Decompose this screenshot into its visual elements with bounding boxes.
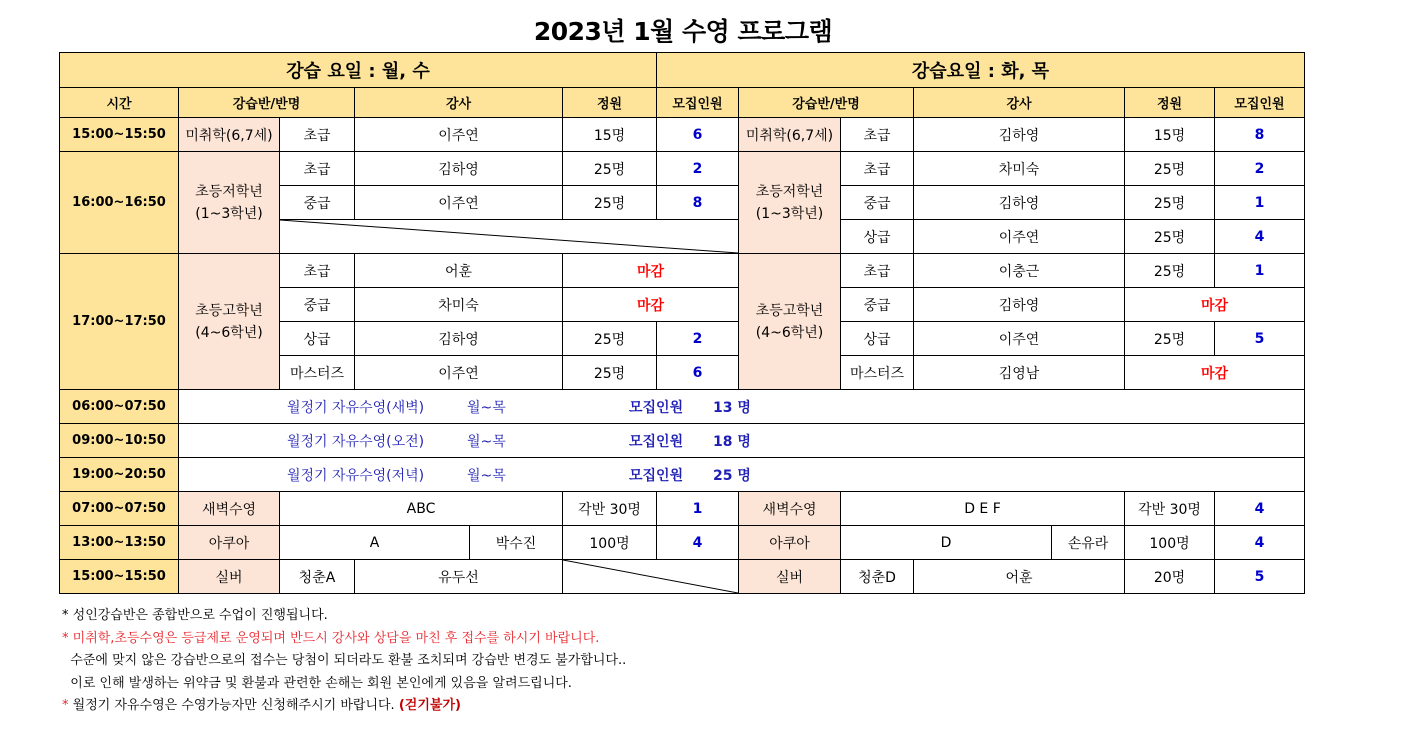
closed-cell: 마감 [1125,356,1305,390]
recruit-header-left: 모집인원 [657,88,739,118]
recruit-cell: 8 [657,186,739,220]
teacher-cell: ABC [280,492,563,526]
note-line: * 미취학,초등수영은 등급제로 운영되며 반드시 강사와 상담을 마친 후 접수를 하시기 바랍니다. [62,630,600,646]
teacher-cell: 차미숙 [355,288,563,322]
teacher-cell: 이충근 [914,254,1125,288]
capacity-cell: 각반 30명 [1125,492,1215,526]
recruit-cell: 2 [657,322,739,356]
level-cell: 초급 [841,254,914,288]
note-text: 성인강습반은 종합반으로 수업이 진행됩니다. [68,608,328,623]
level-cell: 중급 [841,288,914,322]
adult-class-cell: 새벽수영 [179,492,280,526]
notes-section [62,605,626,718]
level-cell: 초급 [841,152,914,186]
recruit-cell: 5 [1215,322,1305,356]
note-emphasis: (걷기불가) [398,698,461,713]
note-star: * [62,698,69,713]
group-cell: 초등저학년 (1~3학년) [179,152,280,254]
capacity-cell: 25명 [1125,254,1215,288]
note-line: 수준에 맞지 않은 강습반으로의 접수는 당첨이 되더라도 환불 조치되며 강습반 변경도 불가합니다.. [62,653,627,668]
recruit-cell: 4 [657,526,739,560]
free-swim-count: 25 명 [713,467,751,484]
free-swim-days: 월~목 [467,467,506,484]
teacher-cell: 이주연 [355,186,563,220]
group-cell: 초등저학년 (1~3학년) [739,152,841,254]
free-swim-days: 월~목 [467,399,506,416]
recruit-cell: 4 [1215,220,1305,254]
note-line: 이로 인해 발생하는 위약금 및 환불과 관련한 손해는 회원 본인에게 있음을 알려드립니다. [62,675,572,691]
capacity-cell: 25명 [1125,186,1215,220]
teacher-cell: 이주연 [914,220,1125,254]
level-cell: 중급 [280,288,355,322]
teacher-cell: 김하영 [914,186,1125,220]
free-swim-name: 월정기 자유수영(오전) [287,433,425,450]
free-swim-label: 모집인원 [629,399,684,416]
free-swim-count: 13 명 [713,399,751,416]
capacity-cell: 25명 [563,152,657,186]
teacher-cell: 이주연 [355,356,563,390]
closed-cell: 마감 [563,288,739,322]
teacher-cell: 어훈 [914,560,1125,594]
diagonal-line [563,560,738,593]
capacity-cell: 25명 [563,356,657,390]
teacher-cell: 김하영 [914,288,1125,322]
teacher-cell: 김하영 [355,322,563,356]
level-cell: 상급 [841,322,914,356]
free-swim-label: 모집인원 [629,433,684,450]
time-cell: 15:00~15:50 [60,560,179,594]
note-line [62,695,626,718]
recruit-header-right: 모집인원 [1215,88,1305,118]
days-left-header: 강습 요일 : 월, 수 [60,53,657,88]
diagonal-line [280,220,738,253]
free-swim-label: 모집인원 [629,467,684,484]
time-cell: 09:00~10:50 [60,424,179,458]
teacher-cell: 손유라 [1052,526,1125,560]
empty-diagonal-cell [563,560,739,594]
closed-cell: 마감 [563,254,739,288]
teacher-cell: D E F [841,492,1125,526]
group-cell: 초등고학년 (4~6학년) [179,254,280,390]
teacher-cell: 어훈 [355,254,563,288]
recruit-cell: 6 [657,118,739,152]
class-name-cell: A [280,526,470,560]
level-cell: 마스터즈 [280,356,355,390]
teacher-cell: 유두선 [355,560,563,594]
level-cell: 상급 [280,322,355,356]
adult-class-cell: 새벽수영 [739,492,841,526]
free-swim-name: 월정기 자유수영(저녁) [287,467,425,484]
class-name-cell: D [841,526,1052,560]
free-swim-count: 18 명 [713,433,751,450]
class-name-cell: 청춘A [280,560,355,594]
recruit-cell: 2 [1215,152,1305,186]
adult-class-cell: 아쿠아 [739,526,841,560]
capacity-cell: 15명 [1125,118,1215,152]
capacity-cell: 25명 [1125,152,1215,186]
teacher-cell: 이주연 [355,118,563,152]
recruit-cell: 6 [657,356,739,390]
recruit-cell: 4 [1215,526,1305,560]
time-cell: 13:00~13:50 [60,526,179,560]
days-right-header: 강습요일 : 화, 목 [657,53,1305,88]
recruit-cell: 8 [1215,118,1305,152]
time-cell: 07:00~07:50 [60,492,179,526]
note-text: 월정기 자유수영은 수영가능자만 신청해주시기 바랍니다. [68,698,399,713]
group-cell: 초등고학년 (4~6학년) [739,254,841,390]
group-cell: 미취학(6,7세) [179,118,280,152]
class-header-left: 강습반/반명 [179,88,355,118]
adult-class-cell: 실버 [739,560,841,594]
recruit-cell: 1 [1215,254,1305,288]
time-cell: 15:00~15:50 [60,118,179,152]
free-swim-row [179,390,1305,424]
recruit-cell: 4 [1215,492,1305,526]
level-cell: 중급 [280,186,355,220]
time-cell: 17:00~17:50 [60,254,179,390]
capacity-cell: 20명 [1125,560,1215,594]
free-swim-name: 월정기 자유수영(새벽) [287,399,425,416]
capacity-header-right: 정원 [1125,88,1215,118]
time-cell: 16:00~16:50 [60,152,179,254]
time-cell: 19:00~20:50 [60,458,179,492]
class-name-cell: 청춘D [841,560,914,594]
capacity-cell: 25명 [1125,322,1215,356]
teacher-header-right: 강사 [914,88,1125,118]
level-cell: 초급 [280,254,355,288]
group-cell: 미취학(6,7세) [739,118,841,152]
class-header-right: 강습반/반명 [739,88,914,118]
free-swim-row [179,424,1305,458]
capacity-cell: 100명 [1125,526,1215,560]
capacity-header-left: 정원 [563,88,657,118]
teacher-cell: 김하영 [355,152,563,186]
recruit-cell: 1 [657,492,739,526]
capacity-cell: 25명 [1125,220,1215,254]
free-swim-days: 월~목 [467,433,506,450]
time-header: 시간 [60,88,179,118]
level-cell: 마스터즈 [841,356,914,390]
capacity-cell: 각반 30명 [563,492,657,526]
recruit-cell: 2 [657,152,739,186]
level-cell: 초급 [841,118,914,152]
closed-cell: 마감 [1125,288,1305,322]
recruit-cell: 5 [1215,560,1305,594]
capacity-cell: 100명 [563,526,657,560]
note-line [62,605,626,628]
level-cell: 초급 [280,118,355,152]
note-star: * [62,608,69,623]
page-title: 2023년 1월 수영 프로그램 [533,17,833,46]
level-cell: 상급 [841,220,914,254]
level-cell: 중급 [841,186,914,220]
teacher-cell: 이주연 [914,322,1125,356]
recruit-cell: 1 [1215,186,1305,220]
adult-class-cell: 실버 [179,560,280,594]
teacher-cell: 김영남 [914,356,1125,390]
time-cell: 06:00~07:50 [60,390,179,424]
schedule-table [59,52,1305,594]
capacity-cell: 15명 [563,118,657,152]
level-cell: 초급 [280,152,355,186]
free-swim-row [179,458,1305,492]
teacher-cell: 김하영 [914,118,1125,152]
empty-diagonal-cell [280,220,739,254]
teacher-cell: 박수진 [470,526,563,560]
adult-class-cell: 아쿠아 [179,526,280,560]
capacity-cell: 25명 [563,322,657,356]
teacher-cell: 차미숙 [914,152,1125,186]
teacher-header-left: 강사 [355,88,563,118]
capacity-cell: 25명 [563,186,657,220]
